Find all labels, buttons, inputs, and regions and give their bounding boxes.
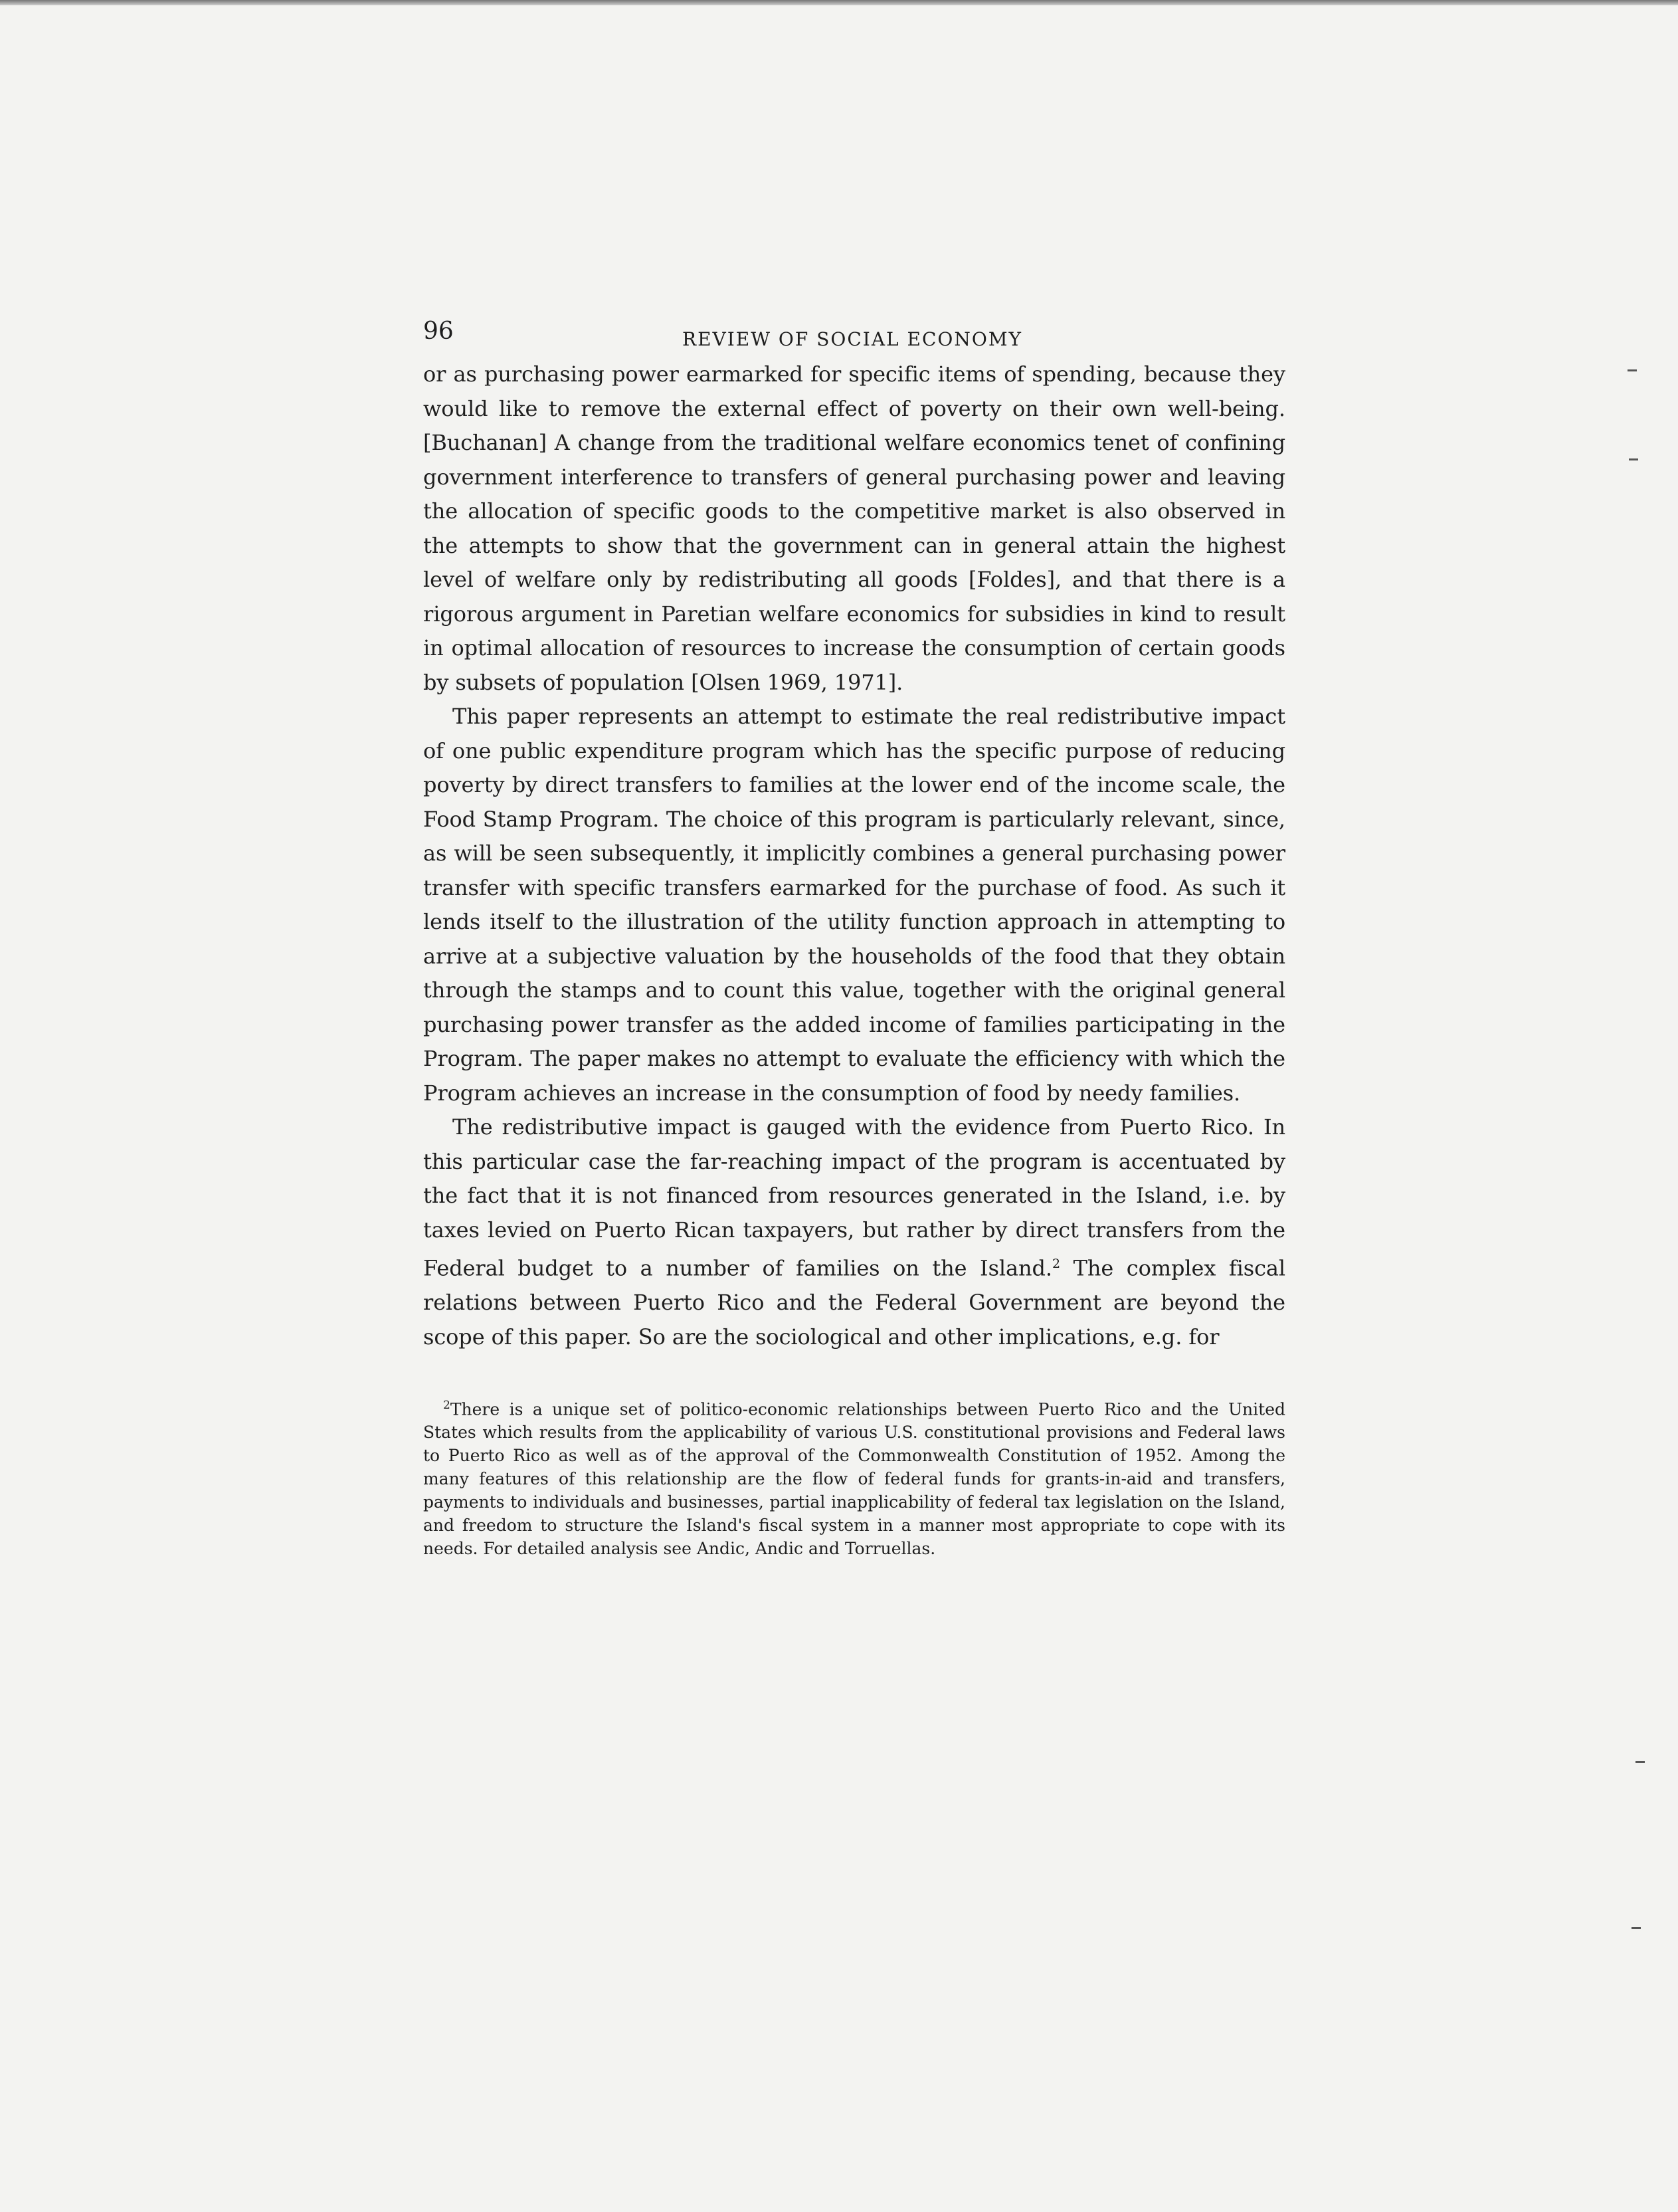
paragraph-3-text: The redistributive impact is gauged with the evidence from Puerto Rico. In this particular case the far-reaching impact of the program is accentuated by the fact that it is not financed from resources generated in the Island, i.e. by taxes levied on Puerto Rican taxpayers, but rather by direct transfers from the Federal budget to a number of families on the Island. bbox=[423, 1114, 1285, 1281]
footnote-text: There is a unique set of politico-economic relationships between Puerto Rico and the United States which results from the applicability of various U.S. constitutional provisions and Federal laws to Puerto Rico as well as of the approval of the Commonwealth Constitution of 1952. Among the many features of this relationship are the flow of federal funds for grants-in-aid and transfers, payments to individuals and businesses, partial inapplicability of federal tax legislation on the Island, and freedom to structure the Island's fiscal system in a manner most appropriate to cope with its needs. For detailed analysis see Andic, Andic and Torruellas. bbox=[423, 1399, 1285, 1559]
paragraph-2: This paper represents an attempt to estimate the real redistributive impact of one public expenditure program which has the specific purpose of reducing poverty by direct transfers to families at the lower end of the income scale, the Food Stamp Program. The choice of this program is particularly relevant, since, as will be seen subsequently, it implicitly combines a general purchasing power transfer with specific transfers earmarked for the purchase of food. As such it lends itself to the illustration of the utility function approach in attempting to arrive at a subjective valuation by the households of the food that they obtain through the stamps and to count this value, together with the original general purchasing power transfer as the added income of families participating in the Program. The paper makes no attempt to evaluate the efficiency with which the Program achieves an increase in the consumption of food by needy families. bbox=[423, 704, 1285, 1106]
margin-mark bbox=[1628, 369, 1637, 371]
paragraph-1: or as purchasing power earmarked for specific items of spending, because they would like to remove the external effect of poverty on their own well-being. [Buchanan] A change from the traditional welfare economics tenet of confining government interference to transfers of general purchasing power and leaving the allocation of specific goods to the competitive market is also observed in the attempts to show that the government can in general attain the highest level of welfare only by redistributing all goods [Foldes], and that there is a rigorous argument in Paretian welfare economics for subsidies in kind to result in optimal allocation of resources to increase the consumption of certain goods by subsets of population [Olsen 1969, 1971]. bbox=[423, 361, 1285, 695]
page bbox=[423, 318, 1285, 1560]
margin-mark bbox=[1629, 458, 1638, 460]
footnote-reference: 2 bbox=[1052, 1257, 1060, 1271]
running-head bbox=[423, 318, 1285, 357]
footnote bbox=[423, 1394, 1285, 1560]
paragraph-3-continued: The complex fiscal relations between Puerto Rico and the Federal Government are beyond the scope of this paper. So are the sociological and other implications, e.g. for bbox=[423, 1255, 1286, 1350]
page-number: 96 bbox=[423, 318, 454, 345]
body-text bbox=[423, 357, 1285, 1354]
journal-title: REVIEW OF SOCIAL ECONOMY bbox=[682, 328, 1022, 350]
footnote-marker: 2 bbox=[443, 1399, 450, 1413]
margin-mark bbox=[1631, 1927, 1641, 1929]
scan-top-edge bbox=[0, 0, 1678, 5]
margin-mark bbox=[1635, 1761, 1645, 1763]
paragraph-3 bbox=[423, 1110, 1285, 1354]
